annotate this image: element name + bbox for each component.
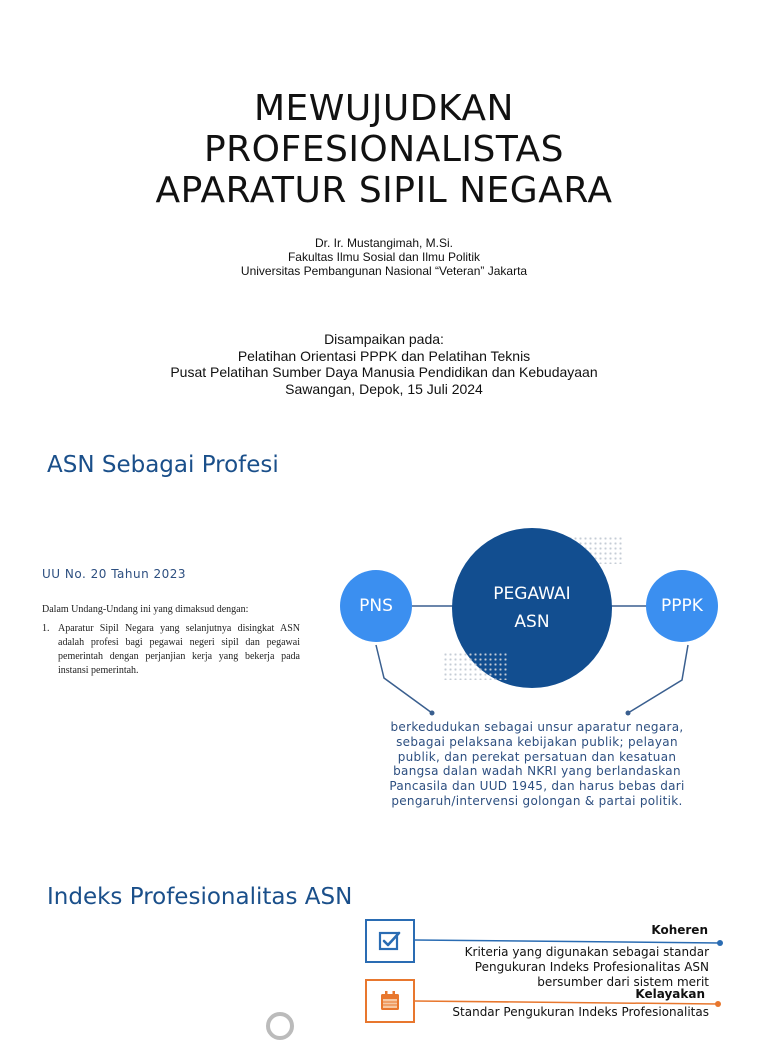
koheren-title: Koheren bbox=[651, 923, 708, 937]
description-line: Kriteria yang digunakan sebagai standar bbox=[464, 945, 709, 959]
author-faculty: Fakultas Ilmu Sosial dan Ilmu Politik bbox=[287, 250, 481, 264]
title-line: APARATUR SIPIL NEGARA bbox=[155, 170, 613, 211]
decorative-dots bbox=[443, 652, 507, 680]
kelayakan-description bbox=[409, 1005, 709, 1020]
center-label-line: ASN bbox=[514, 612, 550, 632]
callout-dot-right bbox=[626, 711, 631, 716]
description-line: Pancasila dan UUD 1945, dan harus bebas dari bbox=[389, 779, 685, 794]
kelayakan-icon-box bbox=[365, 979, 415, 1023]
callout-dot-left bbox=[430, 711, 435, 716]
author-university: Universitas Pembangunan Nasional “Veteran” Jakarta bbox=[240, 264, 528, 278]
center-label-line: PEGAWAI bbox=[493, 584, 571, 604]
author-name: Dr. Ir. Mustangimah, M.Si. bbox=[314, 236, 454, 250]
checkbox-icon bbox=[378, 930, 402, 952]
koheren-line bbox=[414, 940, 720, 943]
description-line: bangsa dalan wadah NKRI yang berlandaskan bbox=[393, 764, 681, 779]
delivered-label: Disampaikan pada: bbox=[324, 331, 444, 347]
callout-line-left bbox=[376, 645, 432, 713]
description-line: Standar Pengukuran Indeks Profesionalitas bbox=[452, 1005, 709, 1019]
kelayakan-title: Kelayakan bbox=[635, 987, 705, 1001]
kelayakan-line bbox=[414, 1001, 718, 1004]
pppk-circle: PPPK bbox=[646, 570, 718, 642]
law-intro: Dalam Undang-Undang ini yang dimaksud dengan: bbox=[42, 604, 249, 615]
title-line: MEWUJUDKAN bbox=[254, 88, 514, 129]
law-reference: UU No. 20 Tahun 2023 bbox=[42, 567, 187, 581]
koheren-description bbox=[409, 945, 709, 990]
koheren-icon-box bbox=[365, 919, 415, 963]
description-line: bersumber dari sistem merit bbox=[537, 975, 709, 989]
callout-line-right bbox=[628, 645, 688, 713]
description-line: pengaruh/intervensi golongan & partai politik. bbox=[391, 793, 683, 808]
pns-circle: PNS bbox=[340, 570, 412, 642]
kelayakan-dot bbox=[715, 1001, 721, 1007]
delivered-place-date: Sawangan, Depok, 15 Juli 2024 bbox=[285, 380, 483, 397]
description-line: Pengukuran Indeks Profesionalitas ASN bbox=[474, 960, 709, 974]
calendar-icon bbox=[379, 990, 401, 1012]
law-item-text: Aparatur Sipil Negara yang selanjutnya disingkat ASN adalah profesi bagi pegawai negeri sipil dan pegawai pemerintah dengan perjanjian kerja yang bekerja pada instansi pemerintah. bbox=[58, 623, 300, 676]
title-line: PROFESIONALISTAS bbox=[203, 129, 565, 170]
description-line: sebagai pelaksana kebijakan publik; pelayan bbox=[396, 734, 678, 749]
description-line: publik, dan perekat persatuan dan kesatuan bbox=[397, 749, 677, 764]
law-item-number: 1. bbox=[42, 623, 50, 634]
section-title-indeks: Indeks Profesionalitas ASN bbox=[47, 884, 353, 910]
partial-circle-icon bbox=[266, 1012, 294, 1040]
delivered-event: Pelatihan Orientasi PPPK dan Pelatihan Teknis bbox=[237, 347, 531, 364]
delivered-organizer: Pusat Pelatihan Sumber Daya Manusia Pendidikan dan Kebudayaan bbox=[170, 364, 598, 380]
koheren-dot bbox=[717, 940, 723, 946]
description-line: berkedudukan sebagai unsur aparatur negara, bbox=[390, 720, 684, 734]
section-title-asn-profesi: ASN Sebagai Profesi bbox=[47, 452, 279, 478]
asn-description bbox=[372, 720, 702, 809]
